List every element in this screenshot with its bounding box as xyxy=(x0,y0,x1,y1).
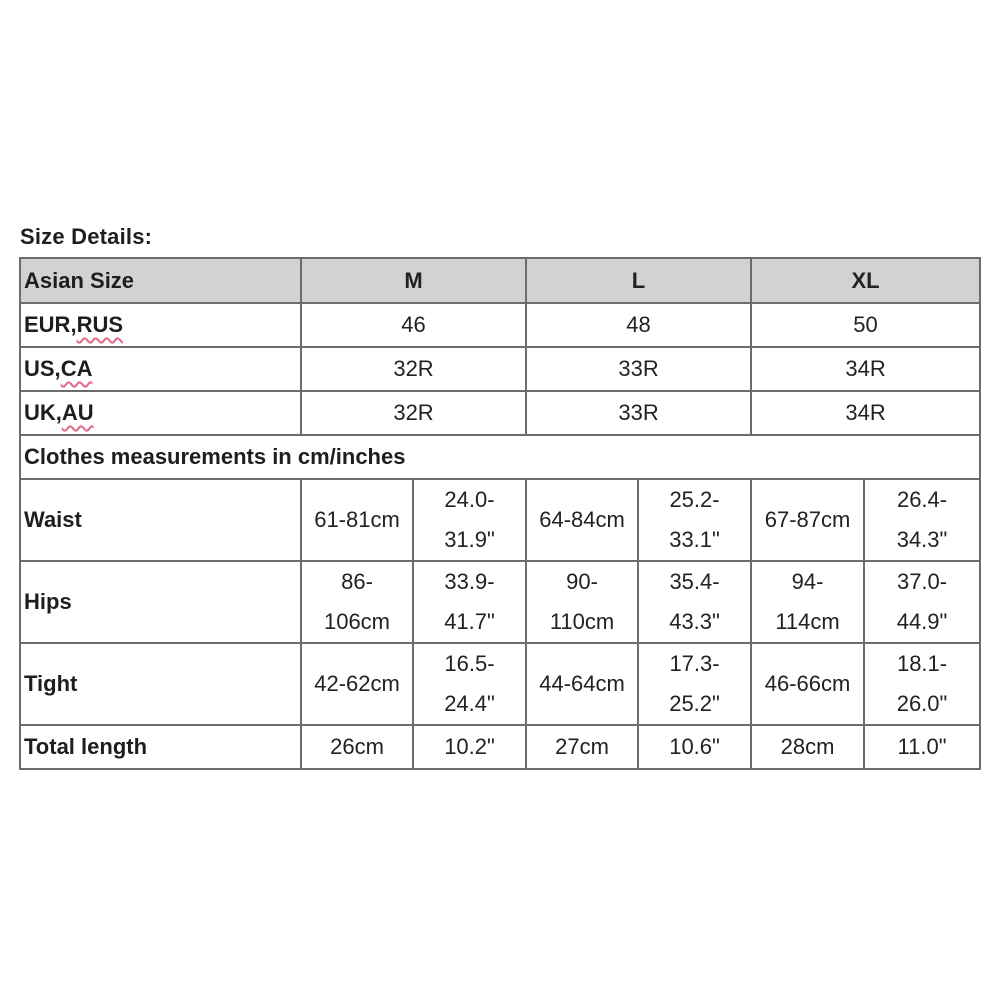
value-line: 44-64cm xyxy=(539,671,625,696)
table-row-waist xyxy=(20,479,980,561)
row-label-us-ca xyxy=(20,347,301,391)
value-line: 43.3" xyxy=(669,609,720,634)
table-row-eur-rus xyxy=(20,303,980,347)
value-cell xyxy=(751,561,864,643)
header-label: Asian Size xyxy=(20,258,301,303)
value-line: 25.2" xyxy=(669,691,720,716)
header-row xyxy=(20,258,980,303)
value-cell xyxy=(864,561,980,643)
value-line: 42-62cm xyxy=(314,671,400,696)
value-cell xyxy=(638,479,751,561)
value-cell: 27cm xyxy=(526,725,638,769)
value-line: 114cm xyxy=(775,609,840,634)
spellcheck-underlined-text: RUS xyxy=(76,312,124,337)
value-cell: 10.6" xyxy=(638,725,751,769)
value-cell: 28cm xyxy=(751,725,864,769)
value-line: 44.9" xyxy=(896,609,948,634)
size-table xyxy=(19,257,981,770)
value-line: 35.4- xyxy=(669,569,720,594)
value-line: 61-81cm xyxy=(314,507,400,532)
value-line: 67-87cm xyxy=(764,507,851,532)
value-line: 24.4" xyxy=(444,691,495,716)
value-cell xyxy=(864,479,980,561)
value-line: 34.3" xyxy=(896,527,948,552)
value-cell xyxy=(638,561,751,643)
value-cell: 10.2" xyxy=(413,725,526,769)
value-line: 41.7" xyxy=(444,609,495,634)
row-label-total-length: Total length xyxy=(20,725,301,769)
value-cell xyxy=(638,643,751,725)
value-line: 16.5- xyxy=(444,651,495,676)
value-cell xyxy=(751,643,864,725)
value-line: 24.0- xyxy=(444,487,495,512)
table-row-tight xyxy=(20,643,980,725)
row-label-uk-au xyxy=(20,391,301,435)
value-line: 25.2- xyxy=(669,487,720,512)
value-line: 86- xyxy=(341,569,373,594)
section-title: Clothes measurements in cm/inches xyxy=(20,435,980,479)
value-cell xyxy=(413,479,526,561)
value-cell xyxy=(301,643,413,725)
value-line: 110cm xyxy=(549,609,615,634)
value-cell: 34R xyxy=(751,347,980,391)
value-line: 106cm xyxy=(323,609,391,634)
value-cell xyxy=(413,643,526,725)
size-header-m: M xyxy=(301,258,526,303)
value-cell xyxy=(526,561,638,643)
spellcheck-underlined-text: CA xyxy=(60,356,93,381)
value-cell xyxy=(413,561,526,643)
value-line: 18.1- xyxy=(896,651,948,676)
row-label-hips: Hips xyxy=(20,561,301,643)
table-row-hips xyxy=(20,561,980,643)
label-part: US, xyxy=(24,356,61,381)
value-line: 26.0" xyxy=(896,691,948,716)
value-cell: 11.0" xyxy=(864,725,980,769)
value-cell xyxy=(526,643,638,725)
value-cell xyxy=(751,479,864,561)
row-label-waist: Waist xyxy=(20,479,301,561)
size-header-l: L xyxy=(526,258,751,303)
value-cell xyxy=(301,561,413,643)
value-line: 33.9- xyxy=(444,569,495,594)
value-line: 37.0- xyxy=(896,569,948,594)
size-header-xl: XL xyxy=(751,258,980,303)
value-line: 46-66cm xyxy=(764,671,851,696)
value-cell: 32R xyxy=(301,347,526,391)
value-cell: 48 xyxy=(526,303,751,347)
value-cell xyxy=(301,479,413,561)
table-row-total-length xyxy=(20,725,980,769)
value-cell: 46 xyxy=(301,303,526,347)
label-part: UK, xyxy=(24,400,62,425)
row-label-tight: Tight xyxy=(20,643,301,725)
value-cell: 32R xyxy=(301,391,526,435)
value-cell: 26cm xyxy=(301,725,413,769)
value-line: 94- xyxy=(791,569,824,594)
value-cell: 50 xyxy=(751,303,980,347)
value-line: 33.1" xyxy=(669,527,720,552)
row-label-eur-rus xyxy=(20,303,301,347)
page-title: Size Details: xyxy=(20,224,153,249)
value-cell xyxy=(526,479,638,561)
spellcheck-underlined-text: AU xyxy=(61,400,94,425)
value-line: 90- xyxy=(566,569,598,594)
value-line: 17.3- xyxy=(669,651,720,676)
table-row-us-ca xyxy=(20,347,980,391)
table-row-uk-au xyxy=(20,391,980,435)
value-line: 26.4- xyxy=(896,487,948,512)
label-part: EUR, xyxy=(24,312,77,337)
value-cell: 33R xyxy=(526,347,751,391)
value-line: 64-84cm xyxy=(539,507,625,532)
value-cell xyxy=(864,643,980,725)
section-row xyxy=(20,435,980,479)
value-cell: 34R xyxy=(751,391,980,435)
value-line: 31.9" xyxy=(444,527,495,552)
value-cell: 33R xyxy=(526,391,751,435)
